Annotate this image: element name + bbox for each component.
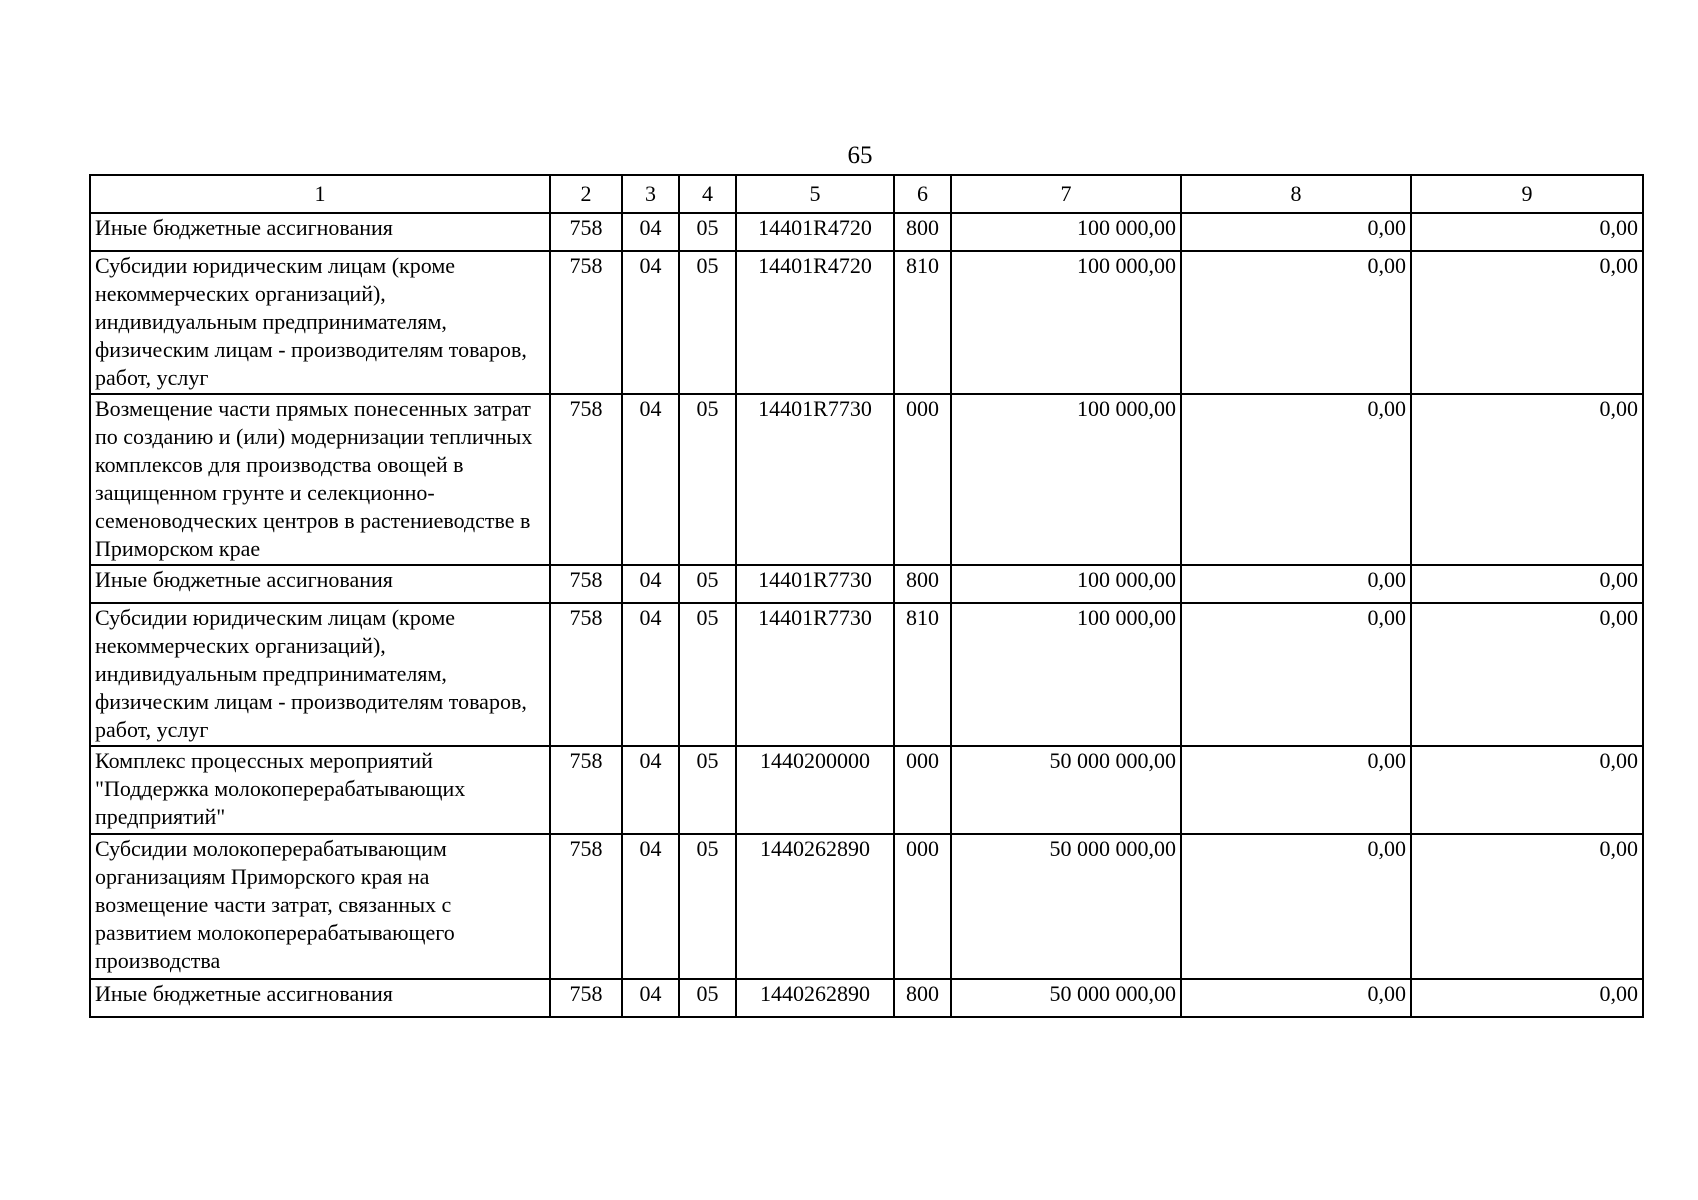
cell-col2: 758: [550, 746, 622, 834]
cell-col7: 50 000 000,00: [951, 834, 1181, 979]
cell-col6: 000: [894, 746, 951, 834]
cell-col7: 100 000,00: [951, 213, 1181, 251]
cell-col2: 758: [550, 979, 622, 1017]
header-row: [90, 175, 1643, 213]
cell-col8: 0,00: [1181, 834, 1411, 979]
cell-col3: 04: [622, 746, 679, 834]
budget-table: [89, 174, 1644, 1018]
cell-col7: 50 000 000,00: [951, 746, 1181, 834]
cell-col9: 0,00: [1411, 746, 1643, 834]
table-row: [90, 834, 1643, 979]
column-header: 5: [736, 175, 894, 213]
cell-col3: 04: [622, 213, 679, 251]
cell-col5: 14401R7730: [736, 394, 894, 565]
cell-col2: 758: [550, 394, 622, 565]
cell-col5: 1440262890: [736, 979, 894, 1017]
table-row: [90, 251, 1643, 394]
cell-col6: 800: [894, 213, 951, 251]
table-row: [90, 746, 1643, 834]
row-name: Субсидии юридическим лицам (кроме некоммерческих организаций), индивидуальным предпринимателям, физическим лицам - производителям товаров, работ, услуг: [90, 603, 550, 746]
cell-col4: 05: [679, 979, 736, 1017]
cell-col4: 05: [679, 251, 736, 394]
row-name: Возмещение части прямых понесенных затрат по созданию и (или) модернизации тепличных комплексов для производства овощей в защищенном грунте и селекционно-семеноводческих центров в растениеводстве в Приморском крае: [90, 394, 550, 565]
column-header: 6: [894, 175, 951, 213]
row-name: Комплекс процессных мероприятий "Поддержка молокоперерабатывающих предприятий": [90, 746, 550, 834]
column-header: 1: [90, 175, 550, 213]
row-name: Субсидии молокоперерабатывающим организациям Приморского края на возмещение части затрат, связанных с развитием молокоперерабатывающего производства: [90, 834, 550, 979]
cell-col4: 05: [679, 834, 736, 979]
cell-col8: 0,00: [1181, 213, 1411, 251]
cell-col9: 0,00: [1411, 394, 1643, 565]
row-name: Субсидии юридическим лицам (кроме некоммерческих организаций), индивидуальным предпринимателям, физическим лицам - производителям товаров, работ, услуг: [90, 251, 550, 394]
column-header: 2: [550, 175, 622, 213]
cell-col7: 100 000,00: [951, 565, 1181, 603]
column-header: 7: [951, 175, 1181, 213]
column-header: 4: [679, 175, 736, 213]
cell-col5: 14401R7730: [736, 565, 894, 603]
cell-col4: 05: [679, 746, 736, 834]
cell-col3: 04: [622, 565, 679, 603]
cell-col3: 04: [622, 979, 679, 1017]
cell-col8: 0,00: [1181, 746, 1411, 834]
cell-col6: 000: [894, 834, 951, 979]
table-row: [90, 213, 1643, 251]
cell-col5: 1440200000: [736, 746, 894, 834]
cell-col9: 0,00: [1411, 603, 1643, 746]
table-row: [90, 565, 1643, 603]
table-row: [90, 603, 1643, 746]
cell-col2: 758: [550, 565, 622, 603]
cell-col9: 0,00: [1411, 979, 1643, 1017]
cell-col9: 0,00: [1411, 565, 1643, 603]
cell-col8: 0,00: [1181, 603, 1411, 746]
cell-col9: 0,00: [1411, 251, 1643, 394]
cell-col6: 800: [894, 979, 951, 1017]
cell-col9: 0,00: [1411, 213, 1643, 251]
column-header: 3: [622, 175, 679, 213]
cell-col4: 05: [679, 603, 736, 746]
cell-col2: 758: [550, 603, 622, 746]
row-name: Иные бюджетные ассигнования: [90, 979, 550, 1017]
cell-col6: 800: [894, 565, 951, 603]
table-row: [90, 394, 1643, 565]
cell-col2: 758: [550, 213, 622, 251]
cell-col8: 0,00: [1181, 979, 1411, 1017]
cell-col3: 04: [622, 834, 679, 979]
cell-col9: 0,00: [1411, 834, 1643, 979]
cell-col7: 50 000 000,00: [951, 979, 1181, 1017]
cell-col5: 14401R4720: [736, 213, 894, 251]
cell-col6: 810: [894, 603, 951, 746]
table-row: [90, 979, 1643, 1017]
cell-col4: 05: [679, 565, 736, 603]
cell-col4: 05: [679, 394, 736, 565]
cell-col6: 000: [894, 394, 951, 565]
cell-col7: 100 000,00: [951, 394, 1181, 565]
cell-col5: 14401R7730: [736, 603, 894, 746]
page-number: 65: [847, 142, 873, 169]
cell-col5: 1440262890: [736, 834, 894, 979]
cell-col7: 100 000,00: [951, 251, 1181, 394]
cell-col7: 100 000,00: [951, 603, 1181, 746]
cell-col3: 04: [622, 603, 679, 746]
row-name: Иные бюджетные ассигнования: [90, 565, 550, 603]
cell-col6: 810: [894, 251, 951, 394]
cell-col8: 0,00: [1181, 394, 1411, 565]
cell-col2: 758: [550, 834, 622, 979]
cell-col5: 14401R4720: [736, 251, 894, 394]
cell-col4: 05: [679, 213, 736, 251]
row-name: Иные бюджетные ассигнования: [90, 213, 550, 251]
cell-col2: 758: [550, 251, 622, 394]
column-header: 9: [1411, 175, 1643, 213]
column-header: 8: [1181, 175, 1411, 213]
cell-col8: 0,00: [1181, 565, 1411, 603]
cell-col8: 0,00: [1181, 251, 1411, 394]
cell-col3: 04: [622, 251, 679, 394]
cell-col3: 04: [622, 394, 679, 565]
